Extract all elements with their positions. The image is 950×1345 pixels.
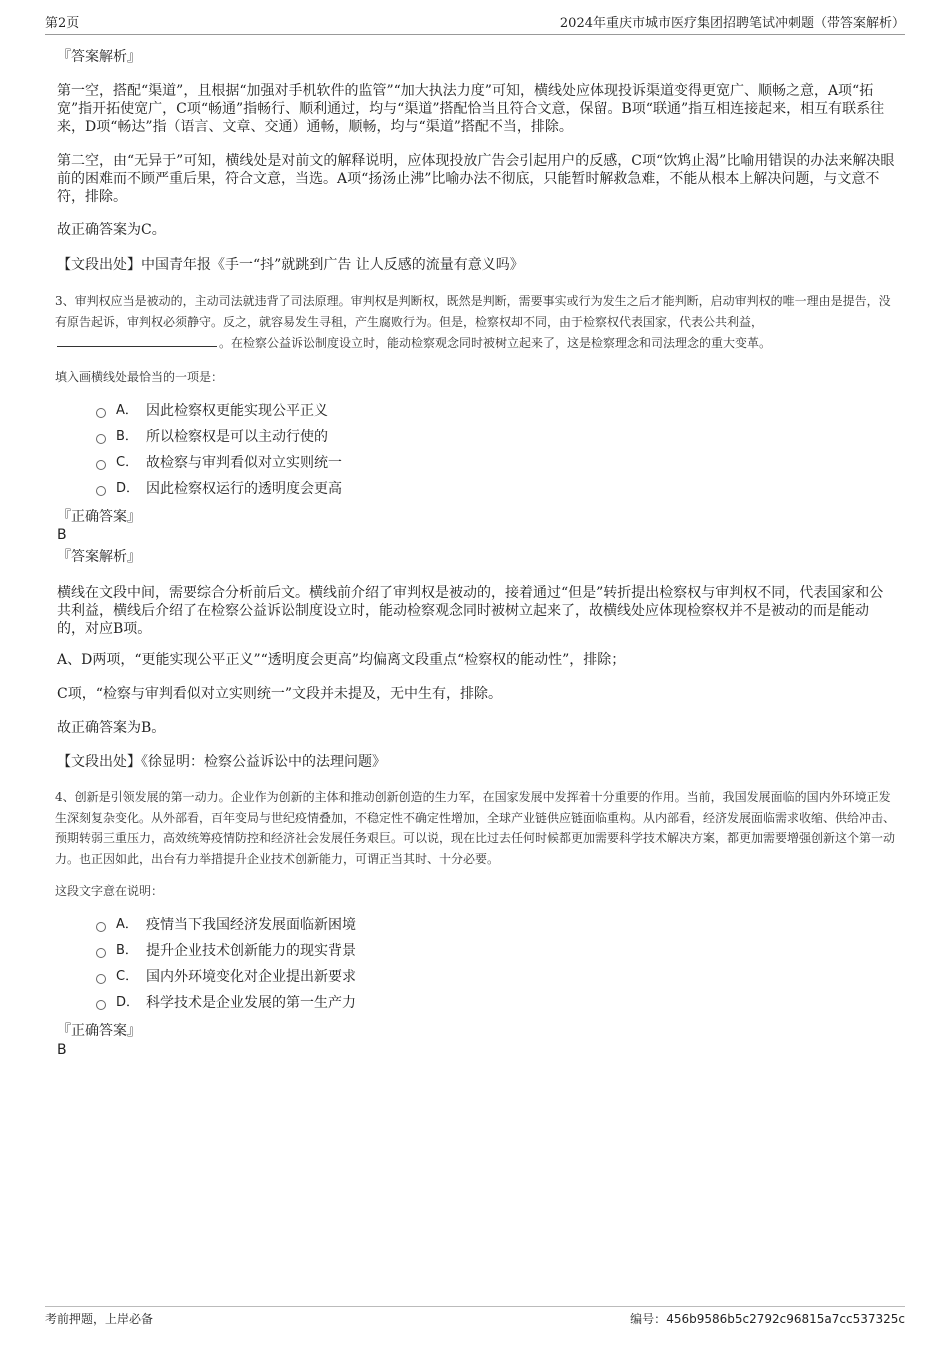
source-citation: 【文段出处】中国青年报《手一“抖”就跳到广告 让人反感的流量有意义吗》 — [57, 257, 524, 273]
analysis-paragraph: 第二空，由“无异于”可知，横线处是对前文的解释说明，应体现投放广告会引起用户的反感，C项“饮鸩止渴”比喻用错误的办法来解决眼前的困难而不顾严重后果，符合文意，当选。A项“扬汤止沸”比喻办法不彻底，只能暂时解救急难，不能从根本上解决问题，与文意不符，排除。 — [57, 153, 895, 205]
option-c[interactable]: C． 国内外环境变化对企业提出新要求 — [96, 964, 796, 990]
option-b[interactable]: B． 所以检察权是可以主动行使的 — [96, 424, 796, 450]
radio-icon[interactable] — [96, 922, 106, 932]
page-footer — [45, 1306, 905, 1329]
document-code: 编号：456b9586b5c2792c96815a7cc537325c — [630, 1312, 905, 1326]
radio-icon[interactable] — [96, 974, 106, 984]
radio-icon[interactable] — [96, 486, 106, 496]
page-number: 第2页 — [45, 16, 80, 31]
radio-icon[interactable] — [96, 1000, 106, 1010]
conclusion: 故正确答案为B。 — [57, 720, 166, 736]
question-prompt: 这段文字意在说明： — [55, 884, 164, 898]
option-list — [96, 398, 796, 502]
option-a[interactable]: A． 因此检察权更能实现公平正义 — [96, 398, 796, 424]
correct-answer-label: 『正确答案』 — [57, 1023, 141, 1039]
analysis-paragraph: A、D两项，“更能实现公平正义”“透明度会更高”均偏离文段重点“检察权的能动性”，排除； — [57, 652, 626, 668]
document-title: 2024年重庆市城市医疗集团招聘笔试冲刺题（带答案解析） — [559, 16, 905, 31]
option-b[interactable]: B． 提升企业技术创新能力的现实背景 — [96, 938, 796, 964]
analysis-paragraph: 第一空，搭配“渠道”，且根据“加强对手机软件的监管”“加大执法力度”可知，横线处应体现投诉渠道变得更宽广、顺畅之意，A项“拓宽”指开拓使宽广，C项“畅通”指畅行、顺利通过，均与“渠道”搭配恰当且符合文意，保留。B项“联通”指互相连接起来，相互有联系往来，D项“畅达”指（语言、文章、交通）通畅，顺畅，均与“渠道”搭配不当，排除。 — [57, 83, 885, 135]
question-prompt: 填入画横线处最恰当的一项是： — [55, 370, 224, 384]
analysis-label: 『答案解析』 — [57, 549, 141, 565]
stem-text: 。在检察公益诉讼制度设立时，能动检察观念同时被树立起来了，这是检察理念和司法理念的重大变革。 — [219, 336, 772, 350]
stem-text: 3、审判权应当是被动的，主动司法就违背了司法原理。审判权是判断权，既然是判断，需要事实或行为发生之后才能判断，启动审判权的唯一理由是提告，没有原告起诉，审判权必须静守。反之，就容易发生寻租，产生腐败行为。但是，检察权却不同，由于检察权代表国家，代表公共利益， — [55, 294, 891, 329]
analysis-paragraph: 横线在文段中间，需要综合分析前后文。横线前介绍了审判权是被动的，接着通过“但是”转折提出检察权与审判权不同，代表国家和公共利益，横线后介绍了在检察公益诉讼制度设立时，能动检察观念同时被树立起来了，故横线处应体现检察权并不是被动的而是能动的，对应B项。 — [57, 585, 884, 637]
option-c[interactable]: C． 故检察与审判看似对立实则统一 — [96, 450, 796, 476]
question-stem: 4、创新是引领发展的第一动力。企业作为创新的主体和推动创新创造的生力军，在国家发展中发挥着十分重要的作用。当前，我国发展面临的国内外环境正发生深刻复杂变化。从外部看，百年变局与世纪疫情叠加，不稳定性不确定性增加，全球产业链供应链面临重构。从内部看，经济发展面临需求收缩、供给冲击、预期转弱三重压力，高效统筹疫情防控和经济社会发展任务艰巨。可以说，现在比过去任何时候都更加需要科学技术解决方案，都更加需要增强创新这个第一动力。也正因如此，出台有力举措提升企业技术创新能力，可谓正当其时、十分必要。 — [55, 790, 896, 866]
radio-icon[interactable] — [96, 948, 106, 958]
option-a[interactable]: A． 疫情当下我国经济发展面临新困境 — [96, 912, 796, 938]
analysis-label: 『答案解析』 — [57, 49, 141, 65]
fill-blank — [57, 332, 217, 347]
option-d[interactable]: D． 因此检察权运行的透明度会更高 — [96, 476, 796, 502]
correct-answer-label: 『正确答案』 — [57, 509, 141, 525]
option-list — [96, 912, 796, 1016]
correct-answer: B — [57, 527, 67, 543]
option-d[interactable]: D． 科学技术是企业发展的第一生产力 — [96, 990, 796, 1016]
radio-icon[interactable] — [96, 434, 106, 444]
source-citation: 【文段出处】《徐显明：检察公益诉讼中的法理问题》 — [57, 754, 386, 770]
page-header — [45, 14, 905, 35]
radio-icon[interactable] — [96, 460, 106, 470]
radio-icon[interactable] — [96, 408, 106, 418]
analysis-paragraph: C项，“检察与审判看似对立实则统一”文段并未提及，无中生有，排除。 — [57, 686, 503, 702]
footer-slogan: 考前押题，上岸必备 — [45, 1312, 154, 1326]
conclusion: 故正确答案为C。 — [57, 222, 166, 238]
correct-answer: B — [57, 1042, 67, 1058]
question-stem — [55, 291, 897, 354]
